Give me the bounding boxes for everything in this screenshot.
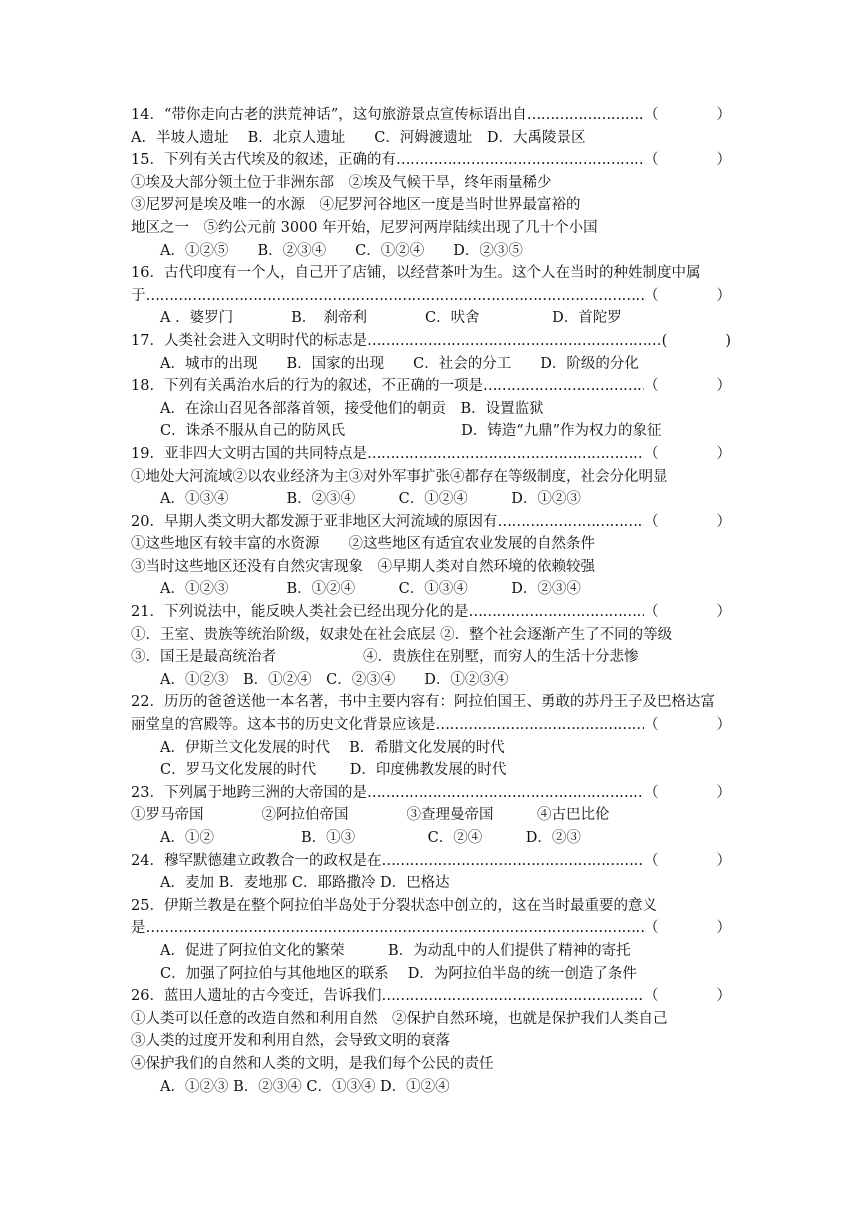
question-stem: 17．人类社会进入文明时代的标志是 ……………………………………………………………………………………………………………………………………: [131, 330, 662, 353]
question-stem-line: [131, 985, 731, 1008]
answer-options-line: A．①②③ B．①②④ C．①③④ D．②③④: [160, 581, 581, 598]
question-stem: 丽堂皇的宫殿等。这本书的历史文化背景应该是 ……………………………………………………………………………………………………………………………………: [131, 714, 644, 737]
question-stem-line: [131, 443, 731, 466]
question-stem-line: [131, 285, 731, 308]
question-stem: 23．下列属于地跨三洲的大帝国的是 ……………………………………………………………………………………………………………………………………: [131, 782, 644, 805]
answer-options-line: C．罗马文化发展的时代 D．印度佛教发展的时代: [160, 762, 507, 779]
answer-options-line: A．①②③ B．①②④ C．②③④ D．①②③④: [160, 671, 509, 688]
answer-bracket: （ ）: [644, 378, 731, 395]
answer-options-line: A．麦加 B．麦地那 C．耶路撒冷 D．巴格达: [160, 875, 450, 892]
answer-bracket: （ ）: [644, 287, 731, 304]
answer-bracket: （ ）: [644, 784, 731, 801]
answer-bracket: （ ）: [644, 604, 731, 621]
question-stem-line: [131, 601, 731, 624]
text-line: ④保护我们的自然和人类的文明，是我们每个公民的责任: [131, 1055, 494, 1072]
question-list: [131, 104, 731, 1098]
question-stem-line: [131, 511, 731, 534]
answer-options-line: A．①②③ B．②③④ C．①③④ D．①②④: [160, 1078, 450, 1095]
answer-options-line: A．在涂山召见各部落首领，接受他们的朝贡 B．设置监狱: [160, 400, 544, 417]
answer-options-line: A ．婆罗门 B． 刹帝利 C．吠舍 D．首陀罗: [160, 310, 622, 327]
answer-options-line: A．①② B．①③ C．②④ D．②③: [160, 830, 581, 846]
question-stem: 26．蓝田人遗址的古今变迁，告诉我们 ……………………………………………………………………………………………………………………………………: [131, 985, 644, 1008]
answer-options-line: C．加强了阿拉伯与其他地区的联系 D．为阿拉伯半岛的统一创造了条件: [160, 965, 637, 982]
text-line: ①这些地区有较丰富的水资源 ②这些地区有适宜农业发展的自然条件: [131, 536, 595, 553]
answer-bracket: （ ）: [644, 717, 731, 734]
text-line: ①地处大河流域②以农业经济为主③对外军事扩张④都存在等级制度，社会分化明显: [131, 468, 668, 485]
text-line: ①人类可以任意的改造自然和利用自然 ②保护自然环境，也就是保护我们人类自己: [131, 1010, 668, 1027]
text-line: ③人类的过度开发和利用自然，会导致文明的衰落: [131, 1033, 450, 1050]
question-stem: 于 ……………………………………………………………………………………………………………………………………: [131, 285, 644, 308]
question-stem: 19．亚非四大文明古国的共同特点是 ……………………………………………………………………………………………………………………………………: [131, 443, 644, 466]
question-stem-line: [131, 330, 731, 353]
text-line: 地区之一 ⑤约公元前 3000 年开始，尼罗河两岸陆续出现了几十个小国: [131, 219, 598, 236]
question-stem-line: [131, 149, 731, 172]
answer-bracket: ( ): [661, 332, 731, 349]
question-stem: 24．穆罕默德建立政教合一的政权是在 ……………………………………………………………………………………………………………………………………: [131, 850, 644, 873]
question-stem: 18．下列有关禹治水后的行为的叙述，不正确的一项是 ……………………………………………………………………………………………………………………………………: [131, 375, 644, 398]
text-line: 22．历历的爸爸送他一本名著，书中主要内容有：阿拉伯国王、勇敢的苏丹王子及巴格达富: [131, 694, 715, 711]
answer-options-line: A．伊斯兰文化发展的时代 B．希腊文化发展的时代: [160, 739, 505, 756]
answer-bracket: （ ）: [644, 513, 731, 530]
question-stem-line: [131, 714, 731, 737]
text-line: ①埃及大部分领土位于非洲东部 ②埃及气候干旱，终年雨量稀少: [131, 174, 552, 191]
question-stem-line: [131, 917, 731, 940]
question-stem: 15．下列有关古代埃及的叙述，正确的有 ……………………………………………………………………………………………………………………………………: [131, 149, 644, 172]
answer-options-line: A．促进了阿拉伯文化的繁荣 B．为动乱中的人们提供了精神的寄托: [160, 942, 631, 959]
text-line: ①罗马帝国 ②阿拉伯帝国 ③查理曼帝国 ④古巴比伦: [131, 807, 610, 824]
text-line: 25．伊斯兰教是在整个阿拉伯半岛处于分裂状态中创立的，这在当时最重要的意义: [131, 897, 657, 914]
text-line: ③尼罗河是埃及唯一的水源 ④尼罗河谷地区一度是当时世界最富裕的: [131, 197, 581, 214]
text-line: ③．国王是最高统治者 ④．贵族住在别墅，而穷人的生活十分悲惨: [131, 649, 639, 666]
answer-bracket: （ ）: [644, 852, 731, 869]
question-stem: 14．“带你走向古老的洪荒神话”，这句旅游景点宣传标语出自 ……………………………………………………………………………………………………………………………………: [131, 104, 644, 127]
answer-options-line: C．诛杀不服从自己的防风氏 D．铸造“九鼎”作为权力的象征: [160, 423, 662, 440]
text-line: A．半坡人遗址 B．北京人遗址 C．河姆渡遗址 D．大禹陵景区: [131, 129, 586, 146]
question-stem-line: [131, 104, 731, 127]
answer-bracket: （ ）: [644, 988, 731, 1005]
answer-options-line: A．①②⑤ B．②③④ C．①②④ D．②③⑤: [160, 242, 523, 259]
question-stem-line: [131, 375, 731, 398]
answer-options-line: A．①③④ B．②③④ C．①②④ D．①②③: [160, 491, 581, 508]
question-stem-line: [131, 850, 731, 873]
text-line: ①．王室、贵族等统治阶级，奴隶处在社会底层 ②．整个社会逐渐产生了不同的等级: [131, 626, 673, 643]
answer-bracket: （ ）: [644, 107, 731, 123]
text-line: ③当时这些地区还没有自然灾害现象 ④早期人类对自然环境的依赖较强: [131, 558, 595, 575]
question-stem: 21．下列说法中，能反映人类社会已经出现分化的是 ……………………………………………………………………………………………………………………………………: [131, 601, 644, 624]
question-stem: 是 ……………………………………………………………………………………………………………………………………: [131, 917, 644, 940]
text-line: 16．古代印度有一个人，自己开了店铺，以经营茶叶为生。这个人在当时的种姓制度中属: [131, 265, 701, 282]
answer-bracket: （ ）: [644, 920, 731, 937]
answer-bracket: （ ）: [644, 445, 731, 462]
answer-bracket: （ ）: [644, 152, 731, 169]
question-stem: 20．早期人类文明大都发源于亚非地区大河流域的原因有 ……………………………………………………………………………………………………………………………………: [131, 511, 644, 534]
answer-options-line: A．城市的出现 B．国家的出现 C．社会的分工 D．阶级的分化: [160, 355, 639, 372]
question-stem-line: [131, 782, 731, 805]
